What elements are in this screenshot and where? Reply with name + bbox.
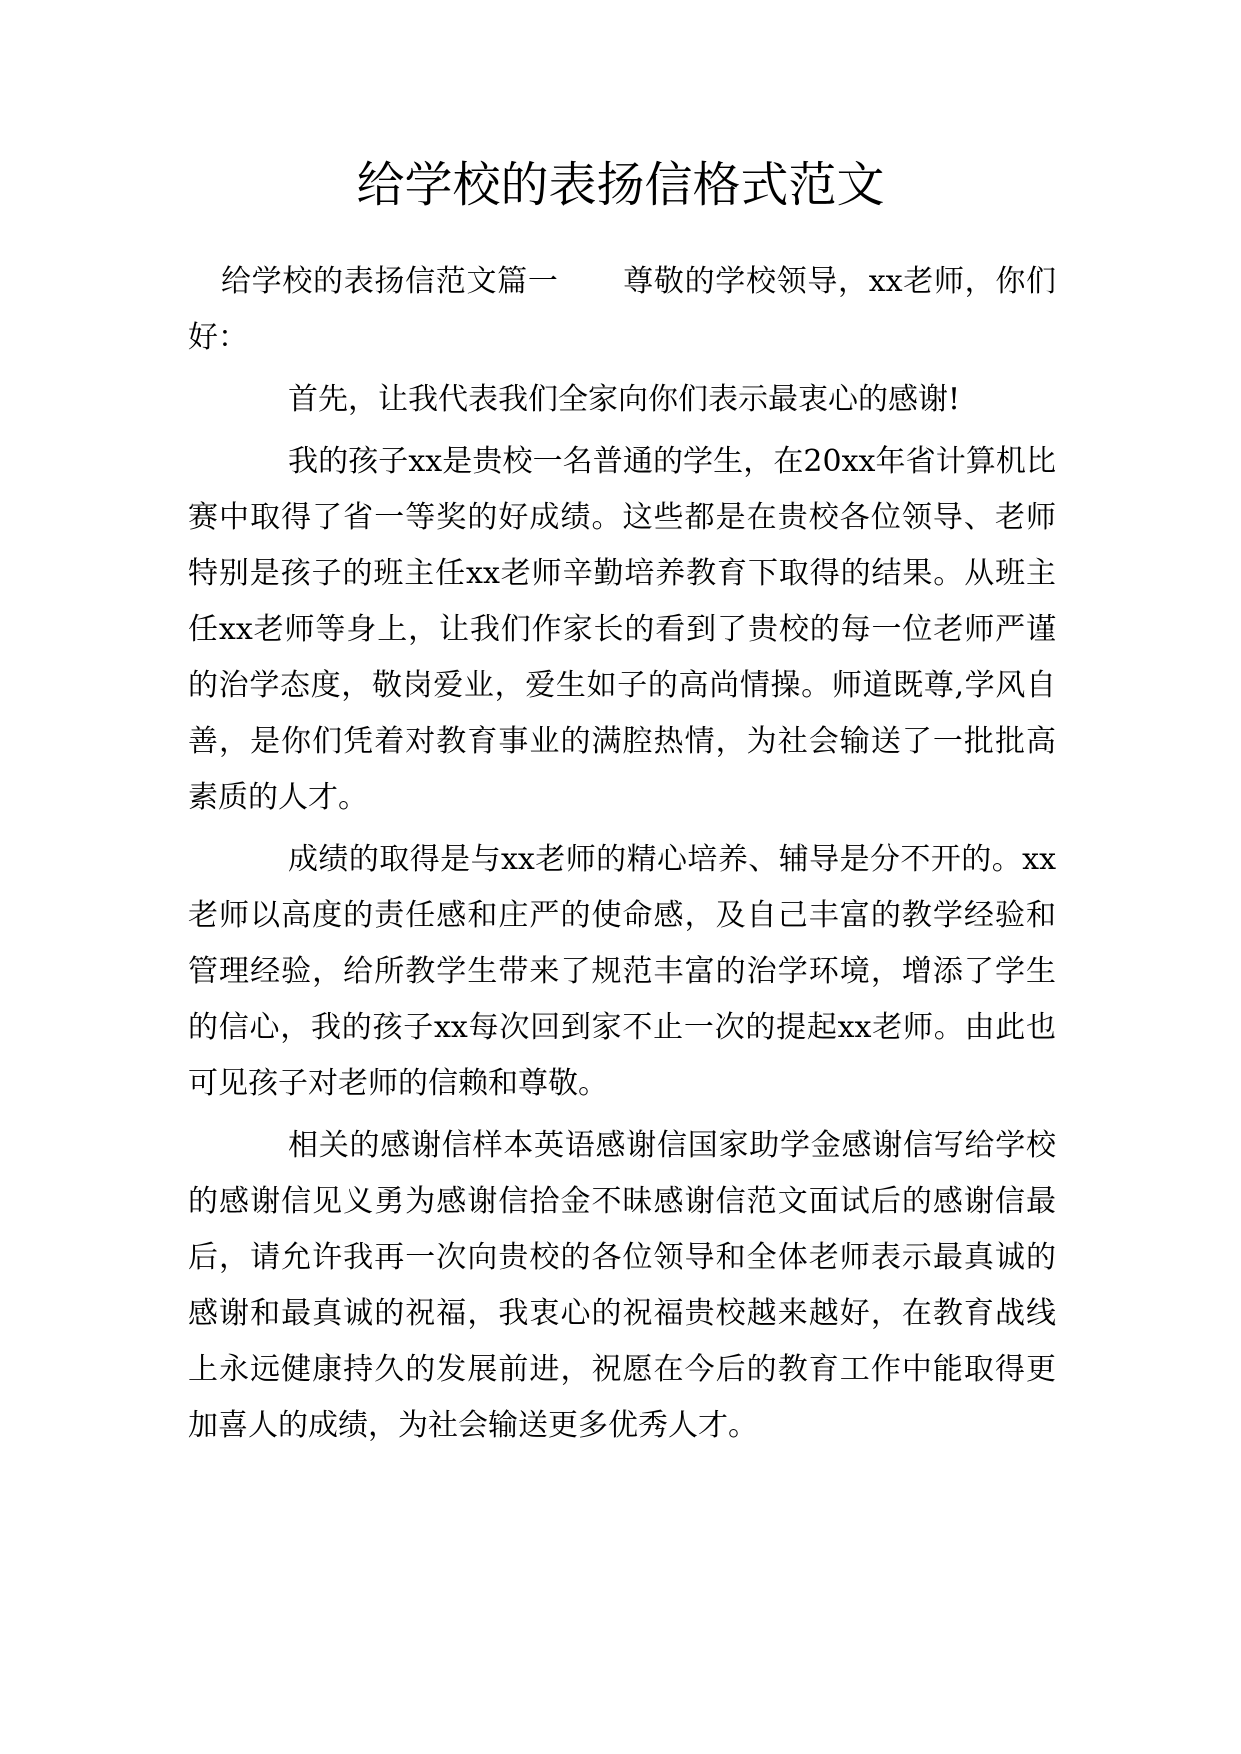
body-paragraph: 首先，让我代表我们全家向你们表示最衷心的感谢! xyxy=(288,382,961,417)
document-title: 给学校的表扬信格式范文 xyxy=(356,157,885,213)
body-paragraph: 成绩的取得是与xx老师的精心培养、辅导是分不开的。xx老师以高度的责任感和庄严的使命感，及自己丰富的教学经验和管理经验，给所教学生带来了规范丰富的治学环境，增添了学生的信心，我的孩子xx每次回到家不止一次的提起xx老师。由此也可见孩子对老师的信赖和尊敬。 xyxy=(188,842,1056,1101)
body-paragraph: 相关的感谢信样本英语感谢信国家助学金感谢信写给学校的感谢信见义勇为感谢信拾金不昧感谢信范文面试后的感谢信最后，请允许我再一次向贵校的各位领导和全体老师表示最真诚的感谢和最真诚的祝福，我衷心的祝福贵校越来越好，在教育战线上永远健康持久的发展前进，祝愿在今后的教育工作中能取得更加喜人的成绩，为社会输送更多优秀人才。 xyxy=(188,1128,1056,1443)
body-paragraph: 我的孩子xx是贵校一名普通的学生，在20xx年省计算机比赛中取得了省一等奖的好成绩。这些都是在贵校各位领导、老师特别是孩子的班主任xx老师辛勤培养教育下取得的结果。从班主任xx老师等身上，让我们作家长的看到了贵校的每一位老师严谨的治学态度，敬岗爱业，爱生如子的高尚情操。师道既尊,学风自善，是你们凭着对教育事业的满腔热情，为社会输送了一批批高素质的人才。 xyxy=(188,444,1056,815)
salutation: 尊敬的学校领导，xx老师，你们好： xyxy=(188,264,1057,355)
intro-paragraph xyxy=(188,254,1056,366)
intro-heading: 给学校的表扬信范文篇一 xyxy=(221,264,559,299)
document-body xyxy=(188,254,1056,1460)
